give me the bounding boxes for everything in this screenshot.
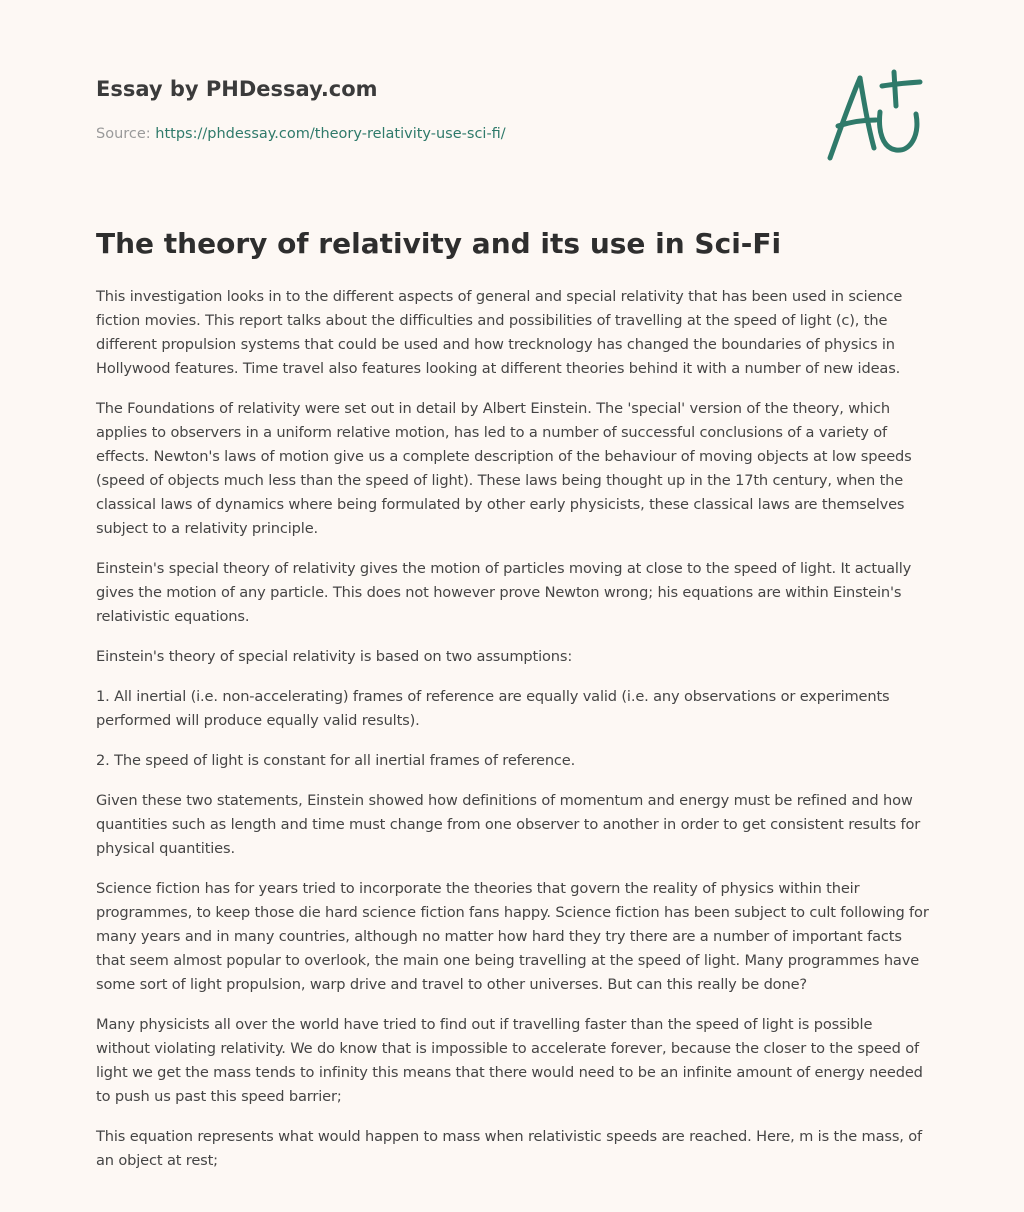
a-plus-grade-icon	[822, 66, 930, 166]
essay-paragraph: Science fiction has for years tried to incorporate the theories that govern the reality of physics within their programmes, to keep those die hard science fiction fans happy. Science fiction has been subject to cult following for many years and in many countries, although no matter how hard they try there are a number of important facts that seem almost popular to overlook, the main one being travelling at the speed of light. Many programmes have some sort of light propulsion, warp drive and travel to other universes. But can this really be done?	[96, 880, 929, 993]
essay-list-item: 2. The speed of light is constant for all inertial frames of reference.	[96, 752, 576, 769]
essay-paragraph: This investigation looks in to the different aspects of general and special relativity that has been used in science fiction movies. This report talks about the difficulties and possibilities of travelling at the speed of light (c), the different propulsion systems that could be used and how trecknology has changed the boundaries of physics in Hollywood features. Time travel also features looking at different theories behind it with a number of new ideas.	[96, 288, 903, 377]
essay-paragraph: Many physicists all over the world have tried to find out if travelling faster than the speed of light is possible without violating relativity. We do know that is impossible to accelerate forever, because the closer to the speed of light we get the mass tends to infinity this means that there would need to be an infinite amount of energy needed to push us past this speed barrier;	[96, 1016, 923, 1105]
essay-paragraph: This equation represents what would happen to mass when relativistic speeds are reached. Here, m is the mass, of an object at rest;	[96, 1128, 923, 1169]
essay-paragraph: Einstein's theory of special relativity is based on two assumptions:	[96, 648, 573, 665]
source-link[interactable]: https://phdessay.com/theory-relativity-use-sci-fi/	[155, 126, 506, 142]
essay-body	[96, 285, 930, 1189]
essay-paragraph: The Foundations of relativity were set out in detail by Albert Einstein. The 'special' version of the theory, which applies to observers in a uniform relative motion, has led to a number of successful conclusions of a variety of effects. Newton's laws of motion give us a complete description of the behaviour of moving objects at low speeds (speed of objects much less than the speed of light). These laws being thought up in the 17th century, when the classical laws of dynamics where being formulated by other early physicists, these classical laws are themselves subject to a relativity principle.	[96, 400, 912, 537]
source-line	[96, 124, 796, 144]
page-header	[96, 74, 796, 144]
site-title: Essay by PHDessay.com	[96, 77, 378, 101]
essay-paragraph: Einstein's special theory of relativity gives the motion of particles moving at close to the speed of light. It actually gives the motion of any particle. This does not however prove Newton wrong; his equations are within Einstein's relativistic equations.	[96, 560, 912, 625]
essay-title: The theory of relativity and its use in Sci-Fi	[96, 227, 782, 260]
essay-paragraph: Given these two statements, Einstein showed how definitions of momentum and energy must be refined and how quantities such as length and time must change from one observer to another in order to get consistent results for physical quantities.	[96, 792, 921, 857]
essay-list-item: 1. All inertial (i.e. non-accelerating) frames of reference are equally valid (i.e. any observations or experiments performed will produce equally valid results).	[96, 688, 890, 729]
source-label: Source:	[96, 126, 151, 142]
